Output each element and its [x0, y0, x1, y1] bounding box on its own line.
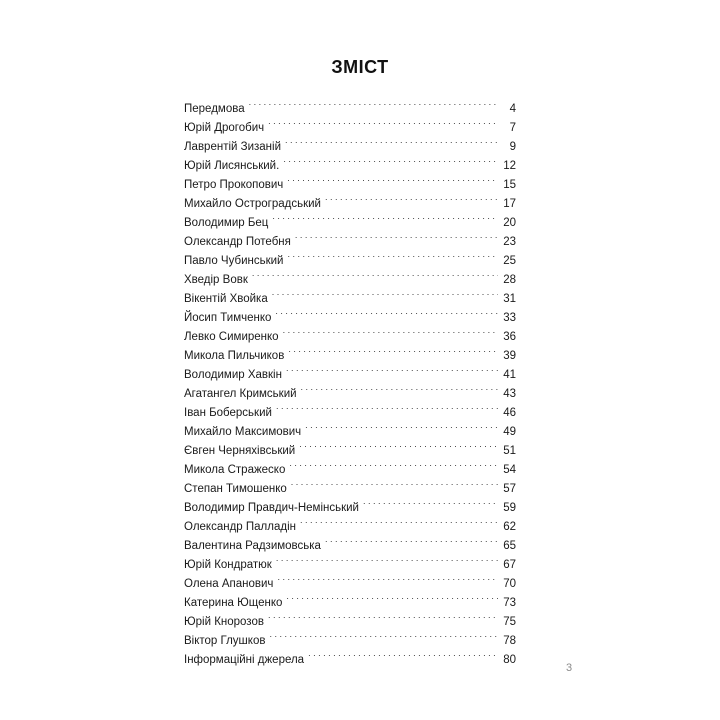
- toc-entry-title: Микола Стражеско: [184, 464, 286, 476]
- toc-entry-page-number: 62: [503, 521, 516, 533]
- toc-entry-page-number: 73: [503, 597, 516, 609]
- toc-entry: [184, 93, 516, 115]
- toc-entry-page-number: 65: [503, 540, 516, 552]
- toc-entry-page-number: 4: [509, 103, 516, 115]
- toc-entry-title: Юрій Лисянський.: [184, 160, 280, 172]
- toc-entry-page-number: 23: [503, 236, 516, 248]
- toc-entry-title: Олена Апанович: [184, 578, 274, 590]
- toc-dot-leader: [291, 473, 498, 492]
- toc-dot-leader: [276, 397, 498, 416]
- toc-dot-leader: [269, 625, 498, 644]
- toc-dot-leader: [287, 245, 498, 264]
- toc-entry-page-number: 46: [503, 407, 516, 419]
- toc-dot-leader: [252, 264, 498, 283]
- toc-entry-title: Катерина Ющенко: [184, 597, 283, 609]
- toc-entry-title: Юрій Кондратюк: [184, 559, 272, 571]
- toc-entry-title: Михайло Максимович: [184, 426, 302, 438]
- toc-entry-page-number: 78: [503, 635, 516, 647]
- toc-entry-page-number: 41: [503, 369, 516, 381]
- toc-dot-leader: [272, 207, 498, 226]
- toc-dot-leader: [286, 587, 498, 606]
- toc-entry-title: Валентина Радзимовська: [184, 540, 321, 552]
- toc-dot-leader: [283, 150, 498, 169]
- toc-dot-leader: [308, 644, 498, 663]
- toc-entry-page-number: 31: [503, 293, 516, 305]
- toc-dot-leader: [277, 568, 498, 587]
- toc-dot-leader: [268, 606, 498, 625]
- table-of-contents: [184, 93, 516, 666]
- toc-dot-leader: [301, 378, 498, 397]
- toc-entry-page-number: 33: [503, 312, 516, 324]
- toc-dot-leader: [363, 492, 498, 511]
- toc-entry-title: Володимир Бец: [184, 217, 269, 229]
- toc-dot-leader: [305, 416, 498, 435]
- page-number: 3: [566, 662, 573, 674]
- toc-entry-title: Павло Чубинський: [184, 255, 284, 267]
- toc-entry-title: Йосип Тимченко: [184, 312, 272, 324]
- toc-entry-title: Агатангел Кримський: [184, 388, 297, 400]
- toc-entry-title: Юрій Кнорозов: [184, 616, 264, 628]
- toc-dot-leader: [288, 340, 498, 359]
- toc-entry-title: Олександр Палладін: [184, 521, 296, 533]
- toc-entry-page-number: 39: [503, 350, 516, 362]
- toc-entry-page-number: 57: [503, 483, 516, 495]
- toc-dot-leader: [286, 359, 498, 378]
- toc-entry-page-number: 20: [503, 217, 516, 229]
- toc-entry-title: Юрій Дрогобич: [184, 122, 265, 134]
- toc-entry-page-number: 51: [503, 445, 516, 457]
- toc-entry-title: Степан Тимошенко: [184, 483, 287, 495]
- toc-dot-leader: [285, 131, 498, 150]
- toc-entry-page-number: 28: [503, 274, 516, 286]
- toc-dot-leader: [283, 321, 498, 340]
- toc-entry-page-number: 70: [503, 578, 516, 590]
- toc-entry-page-number: 25: [503, 255, 516, 267]
- toc-entry-page-number: 49: [503, 426, 516, 438]
- toc-dot-leader: [299, 435, 498, 454]
- toc-entry-title: Михайло Остроградський: [184, 198, 321, 210]
- toc-entry-title: Лаврентій Зизаній: [184, 141, 282, 153]
- toc-entry-title: Віктор Глушков: [184, 635, 266, 647]
- toc-dot-leader: [275, 302, 498, 321]
- toc-entry-title: Передмова: [184, 103, 245, 115]
- toc-entry-page-number: 67: [503, 559, 516, 571]
- toc-entry-title: Інформаційні джерела: [184, 654, 305, 666]
- toc-dot-leader: [289, 454, 498, 473]
- toc-entry-page-number: 43: [503, 388, 516, 400]
- toc-entry-page-number: 7: [509, 122, 516, 134]
- toc-entry-title: Петро Прокопович: [184, 179, 284, 191]
- toc-dot-leader: [272, 283, 498, 302]
- toc-entry-page-number: 80: [503, 654, 516, 666]
- toc-dot-leader: [287, 169, 498, 188]
- toc-entry-title: Володимир Хавкін: [184, 369, 282, 381]
- page-title: ЗМІСТ: [331, 57, 389, 77]
- toc-dot-leader: [276, 549, 498, 568]
- toc-entry-title: Володимир Правдич-Немінський: [184, 502, 359, 514]
- toc-dot-leader: [300, 511, 498, 530]
- toc-dot-leader: [325, 530, 498, 549]
- toc-entry-title: Іван Боберський: [184, 407, 272, 419]
- toc-entry-title: Вікентій Хвойка: [184, 293, 268, 305]
- toc-dot-leader: [268, 112, 498, 131]
- toc-entry-page-number: 54: [503, 464, 516, 476]
- toc-entry-title: Євген Черняхівський: [184, 445, 296, 457]
- toc-entry-page-number: 9: [509, 141, 516, 153]
- toc-entry-page-number: 17: [503, 198, 516, 210]
- toc-entry-title: Микола Пильчиков: [184, 350, 285, 362]
- toc-entry-page-number: 75: [503, 616, 516, 628]
- toc-entry-page-number: 36: [503, 331, 516, 343]
- toc-entry-page-number: 12: [503, 160, 516, 172]
- toc-dot-leader: [325, 188, 498, 207]
- toc-entry-page-number: 59: [503, 502, 516, 514]
- toc-entry-page-number: 15: [503, 179, 516, 191]
- toc-dot-leader: [295, 226, 498, 245]
- toc-entry-title: Олександр Потебня: [184, 236, 291, 248]
- toc-entry-title: Левко Симиренко: [184, 331, 279, 343]
- toc-entry-title: Хведір Вовк: [184, 274, 248, 286]
- toc-dot-leader: [249, 93, 498, 112]
